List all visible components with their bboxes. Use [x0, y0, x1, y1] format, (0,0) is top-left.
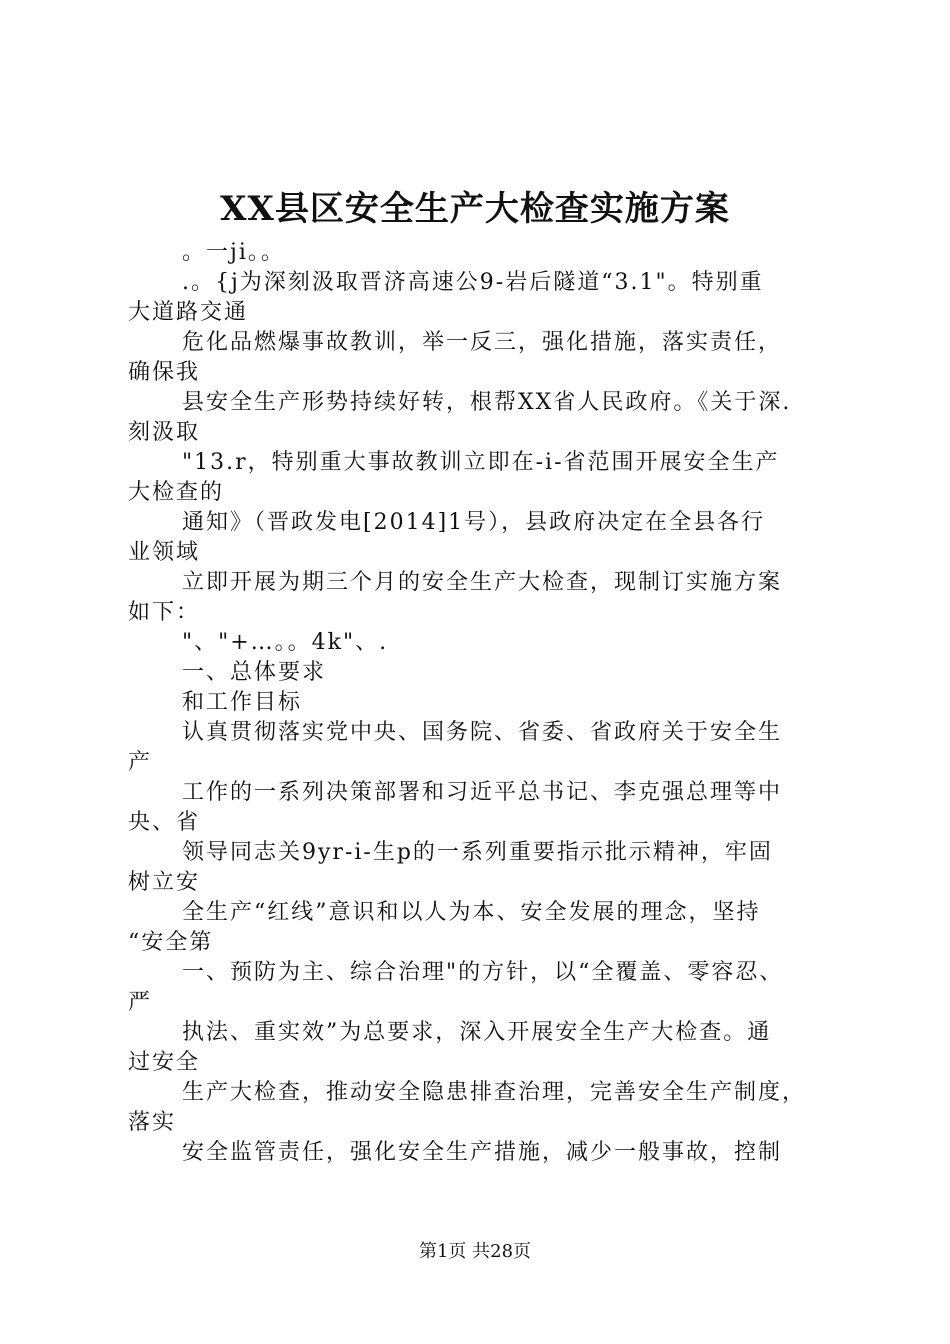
document-title: XX县区安全生产大检查实施方案	[220, 189, 730, 229]
body-line: 工作的一系列决策部署和习近平总书记、李克强总理等中	[182, 780, 783, 805]
body-line: 大道路交通	[128, 300, 249, 325]
body-line: 过安全	[128, 1050, 201, 1075]
body-line: 立即开展为期三个月的安全生产大检查，现制订实施方案	[182, 570, 783, 595]
body-line: 产	[128, 750, 153, 775]
body-line: 大检查的	[128, 480, 225, 505]
body-line: 生产大检查，推动安全隐患排查治理，完善安全生产制度，	[182, 1080, 807, 1105]
body-line: 全生产“红线”意识和以人为本、安全发展的理念，坚持	[182, 900, 761, 925]
body-line: 落实	[128, 1110, 177, 1135]
body-line: 一、预防为主、综合治理"的方针，以“全覆盖、零容忍、	[182, 960, 784, 985]
body-line: “安全第	[128, 930, 214, 955]
body-line: 执法、重实效”为总要求，深入开展安全生产大检查。通	[182, 1020, 772, 1045]
page-footer: 第1页 共28页	[418, 1241, 532, 1262]
body-line: 央、省	[128, 810, 201, 835]
body-line: 通知》（晋政发电[2014]1号），县政府决定在全县各行	[182, 510, 766, 535]
body-line: "、"+…。。4k"、.	[182, 630, 389, 655]
body-line: 刻汲取	[128, 420, 201, 445]
body-line: 领导同志关9yr-i-生p的一系列重要指示批示精神，牢固	[182, 840, 773, 865]
body-line: 县安全生产形势持续好转，根帮XX省人民政府。《关于深.	[182, 390, 792, 415]
body-line: 业领域	[128, 540, 201, 565]
body-line: 安全监管责任，强化安全生产措施，减少一般事故，控制	[182, 1140, 783, 1165]
body-line: 一、总体要求	[182, 660, 327, 685]
body-line: 树立安	[128, 870, 201, 895]
body-line: 。一ji。。	[182, 240, 285, 265]
body-line: "13.r，特别重大事故教训立即在-i-省范围开展安全生产	[182, 450, 780, 475]
body-line: .。{j为深刻汲取晋济高速公9-岩后隧道“3.1"。特别重	[182, 270, 764, 295]
body-line: 认真贯彻落实党中央、国务院、省委、省政府关于安全生	[182, 720, 783, 745]
body-line: 严	[128, 990, 153, 1015]
document-body	[128, 238, 848, 1168]
body-line: 和工作目标	[182, 690, 303, 715]
body-line: 确保我	[128, 360, 201, 385]
body-line: 如下：	[128, 600, 201, 625]
body-line: 危化品燃爆事故教训，举一反三，强化措施，落实责任，	[182, 330, 783, 355]
